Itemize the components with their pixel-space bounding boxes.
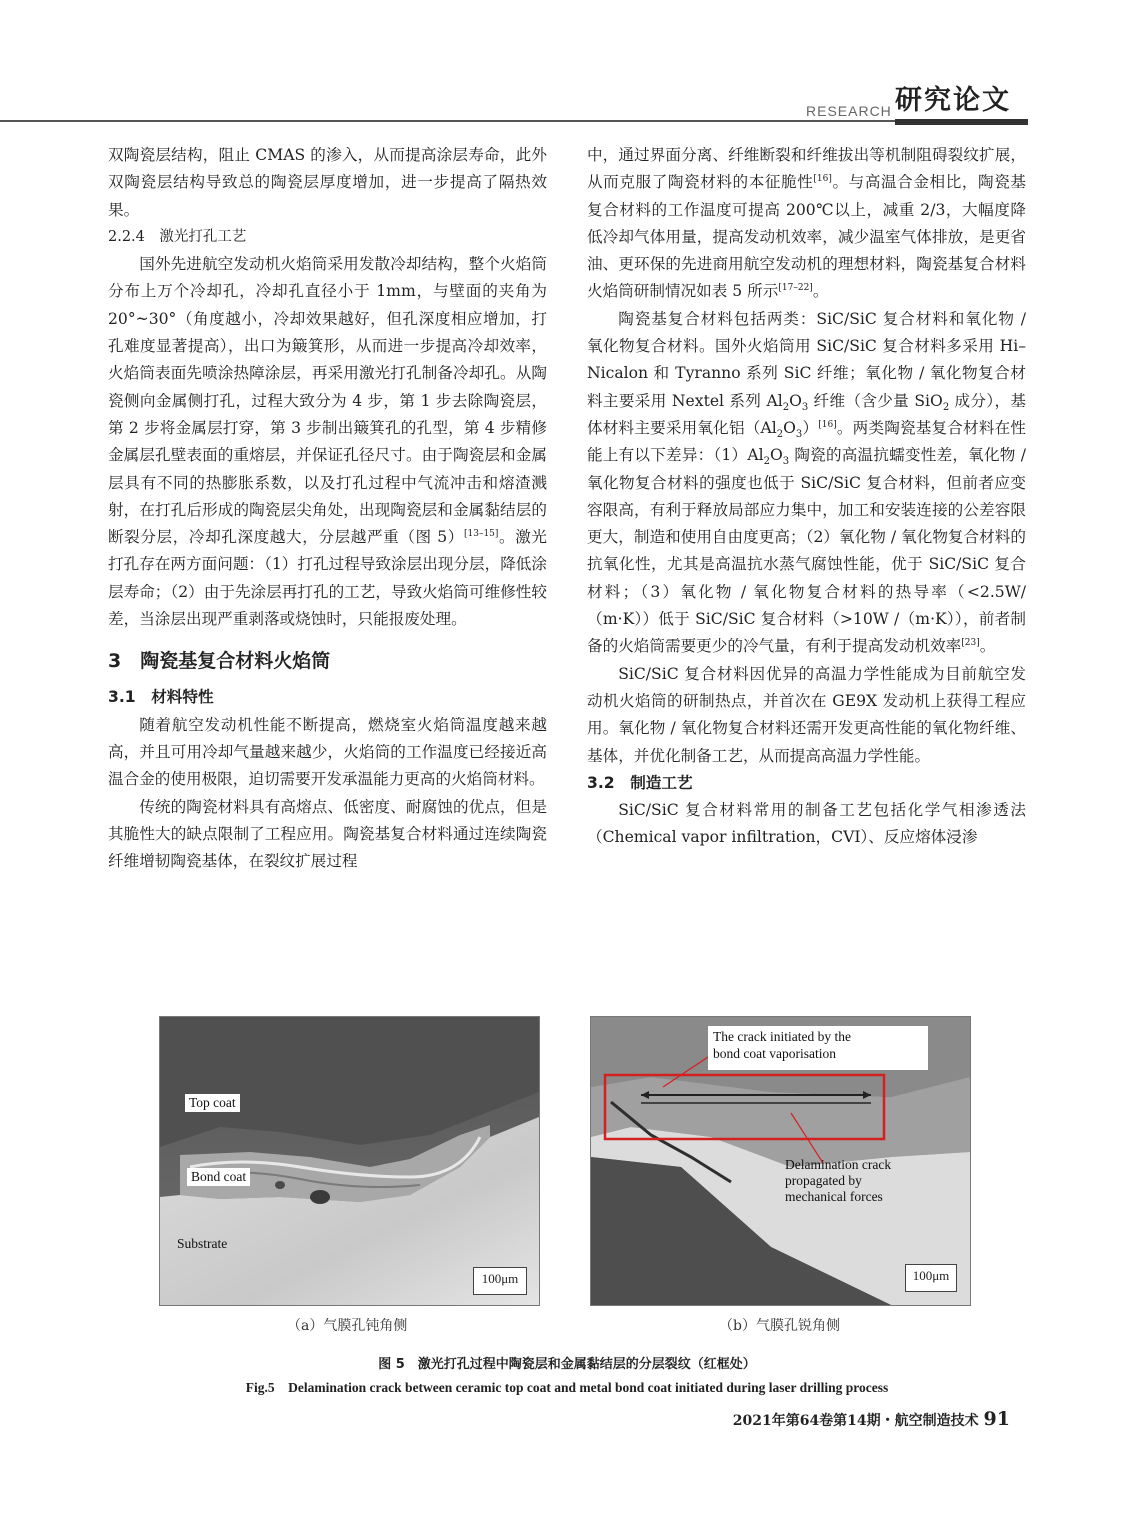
header-rule <box>0 120 1028 122</box>
substrate-label: Substrate <box>177 1236 228 1251</box>
subscript: 2 <box>942 401 950 413</box>
micrograph-a-image <box>160 1017 539 1305</box>
text-run: 陶瓷的高温抗蠕变性差，氧化物 / 氧化物复合材料的强度也低于 SiC/SiC 复合材料，但前者应变容限高，有利于释放局部应力集中，加工和安装连接的公差容限更大，制造和使用自由度更高；（2）氧化物 / 氧化物复合材料的抗氧化性，尤其是高温抗水蒸气腐蚀性能，优于 SiC/SiC 复合材料；（3）氧化物 / 氧化物复合材料的热导率（<2.5W/（m·K））低于 SiC/SiC 复合材料（>10W /（m·K）），前者制备的火焰筒需要更少的冷气量，有利于提高发动机效率 <box>587 446 1027 656</box>
journal-issue: 2021年第64卷第14期・航空制造技术 <box>732 1413 979 1429</box>
callout-line-2: bond coat vaporisation <box>713 1046 836 1061</box>
text-run: 。 <box>979 637 996 656</box>
callout-line-3: mechanical forces <box>785 1189 883 1204</box>
text-run: 成分），基体材料主要采用氧化铝（Al <box>587 391 1026 437</box>
citation: [13–15] <box>463 528 499 539</box>
scale-bar-b: 100μm <box>905 1264 957 1292</box>
section-3-1-heading: 3.1 材料特性 <box>108 688 214 707</box>
callout-line-2: propagated by <box>785 1173 862 1188</box>
section-3-2-heading: 3.2 制造工艺 <box>587 773 693 792</box>
left-paragraph-1: 双陶瓷层结构，阻止 CMAS 的渗入，从而提高涂层寿命，此外双陶瓷层结构导致总的陶瓷层厚度增加，进一步提高了隔热效果。 <box>108 146 547 219</box>
text-run: 纤维（含少量 SiO <box>808 391 943 410</box>
text-run: O <box>770 446 783 465</box>
right-paragraph-4: SiC/SiC 复合材料常用的制备工艺包括化学气相渗透法（Chemical vapor infiltration，CVI）、反应熔体浸渗 <box>587 801 1026 847</box>
section-2-2-4-heading: 2.2.4 激光打孔工艺 <box>108 228 247 245</box>
crack-initiation-callout <box>708 1026 928 1070</box>
subscript: 2 <box>776 429 784 441</box>
callout-line-1: Delamination crack <box>785 1157 892 1172</box>
caption-a: （a）气膜孔钝角侧 <box>287 1318 408 1334</box>
callout-line-1: The crack initiated by the <box>713 1029 851 1044</box>
text-run: 陶瓷基复合材料包括两类：SiC/SiC 复合材料和氧化物 / 氧化物复合材料。国外火焰筒用 SiC/SiC 复合材料多采用 Hi–Nicalon 和 Tyranno 系列 SiC 纤维；氧化物 / 氧化物复合材料主要采用 Nextel 系列 Al <box>587 309 1026 410</box>
figure-caption-chinese: 图 5 激光打孔过程中陶瓷层和金属黏结层的分层裂纹（红框处） <box>378 1357 756 1372</box>
right-paragraph-3: SiC/SiC 复合材料因优异的高温力学性能成为目前航空发动机火焰筒的研制热点，并首次在 GE9X 发动机上获得工程应用。氧化物 / 氧化物复合材料还需开发更高性能的氧化物纤维、基体，并优化制备工艺，从而提高高温力学性能。 <box>587 664 1026 765</box>
citation: [23] <box>961 638 980 649</box>
right-paragraph-1-text: 中，通过界面分离、纤维断裂和纤维拔出等机制阻碍裂纹扩展，从而克服了陶瓷材料的本征脆性 <box>587 146 1026 192</box>
section-3-heading: 3 陶瓷基复合材料火焰筒 <box>108 650 331 673</box>
delamination-callout <box>785 1157 891 1205</box>
right-paragraph-1-text-c: 。 <box>812 282 829 301</box>
subscript: 2 <box>782 401 790 413</box>
figure-caption-english: Fig.5 Delamination crack between ceramic top coat and metal bond coat initiated during laser drilling process <box>245 1380 889 1395</box>
header-title-bar <box>895 119 1028 125</box>
text-run: O <box>789 391 802 410</box>
citation: [17–22] <box>778 283 813 294</box>
citation: [16] <box>818 419 837 430</box>
micrograph-b <box>590 1016 971 1306</box>
left-paragraph-2-text: 国外先进航空发动机火焰筒采用发散冷却结构，整个火焰筒分布上万个冷却孔，冷却孔直径小于 1mm，与壁面的夹角为 20°~30°（角度越小，冷却效果越好，但孔深度相应增加，打孔难度显著提高），出口为簸箕形，从而进一步提高冷却效率，火焰筒表面先喷涂热障涂层，再采用激光打孔制备冷却孔。从陶瓷侧向金属侧打孔，过程大致分为 4 步，第 1 步去除陶瓷层，第 2 步将金属层打穿，第 3 步制出簸箕孔的孔型，第 4 步精修金属层孔壁表面的重熔层，并保证孔径尺寸。由于陶瓷层和金属层具有不同的热膨胀系数，以及打孔过程中气流冲击和熔渣溅射，在打孔后形成的陶瓷层尖角处，出现陶瓷层和金属黏结层的断裂分层，冷却孔深度越大，分层越严重（图 5） <box>108 255 547 547</box>
scale-bar-a: 100μm <box>473 1267 527 1295</box>
left-column <box>108 142 547 875</box>
right-paragraph-2 <box>587 306 1026 661</box>
left-paragraph-2 <box>108 251 547 633</box>
subscript: 3 <box>782 456 790 468</box>
header-research: RESEARCH <box>806 103 892 119</box>
text-run: 。两类陶瓷基复合材料在性能上有以下差异：（1）Al <box>587 418 1026 465</box>
subscript: 2 <box>763 456 770 468</box>
right-paragraph-1-text-b: 。与高温合金相比，陶瓷基复合材料的工作温度可提高 200℃以上，减重 2/3，大幅度降低冷却气体用量，提高发动机效率，减少温室气体排放，是更省油、更环保的先进商用航空发动机的理想材料，陶瓷基复合材料火焰筒研制情况如表 5 所示 <box>587 173 1026 301</box>
subscript: 3 <box>795 429 803 441</box>
text-run: O <box>783 418 796 437</box>
bond-coat-label: Bond coat <box>187 1168 250 1186</box>
left-paragraph-3: 随着航空发动机性能不断提高，燃烧室火焰筒温度越来越高，并且可用冷却气量越来越少，火焰筒的工作温度已经接近高温合金的使用极限，迫切需要开发承温能力更高的火焰筒材料。 <box>108 715 547 789</box>
micrograph-a <box>159 1016 540 1306</box>
page-footer <box>733 1408 1010 1430</box>
caption-b: （b）气膜孔锐角侧 <box>719 1318 840 1334</box>
text-run: ） <box>802 418 819 437</box>
left-paragraph-2-text-b: 。激光打孔存在两方面问题：（1）打孔过程导致涂层出现分层，降低涂层寿命；（2）由于先涂层再打孔的工艺，导致火焰筒可维修性较差，当涂层出现严重剥落或烧蚀时，只能报废处理。 <box>108 528 547 629</box>
left-paragraph-4: 传统的陶瓷材料具有高熔点、低密度、耐腐蚀的优点，但是其脆性大的缺点限制了工程应用。陶瓷基复合材料通过连续陶瓷纤维增韧陶瓷基体，在裂纹扩展过程 <box>108 797 547 871</box>
right-paragraph-1 <box>587 142 1026 306</box>
header-title: 研究论文 <box>895 84 1027 124</box>
right-column <box>587 142 1026 852</box>
top-coat-label: Top coat <box>185 1094 240 1112</box>
subscript: 3 <box>801 401 809 413</box>
citation: [16] <box>813 174 832 185</box>
page-number: 91 <box>983 1408 1010 1430</box>
